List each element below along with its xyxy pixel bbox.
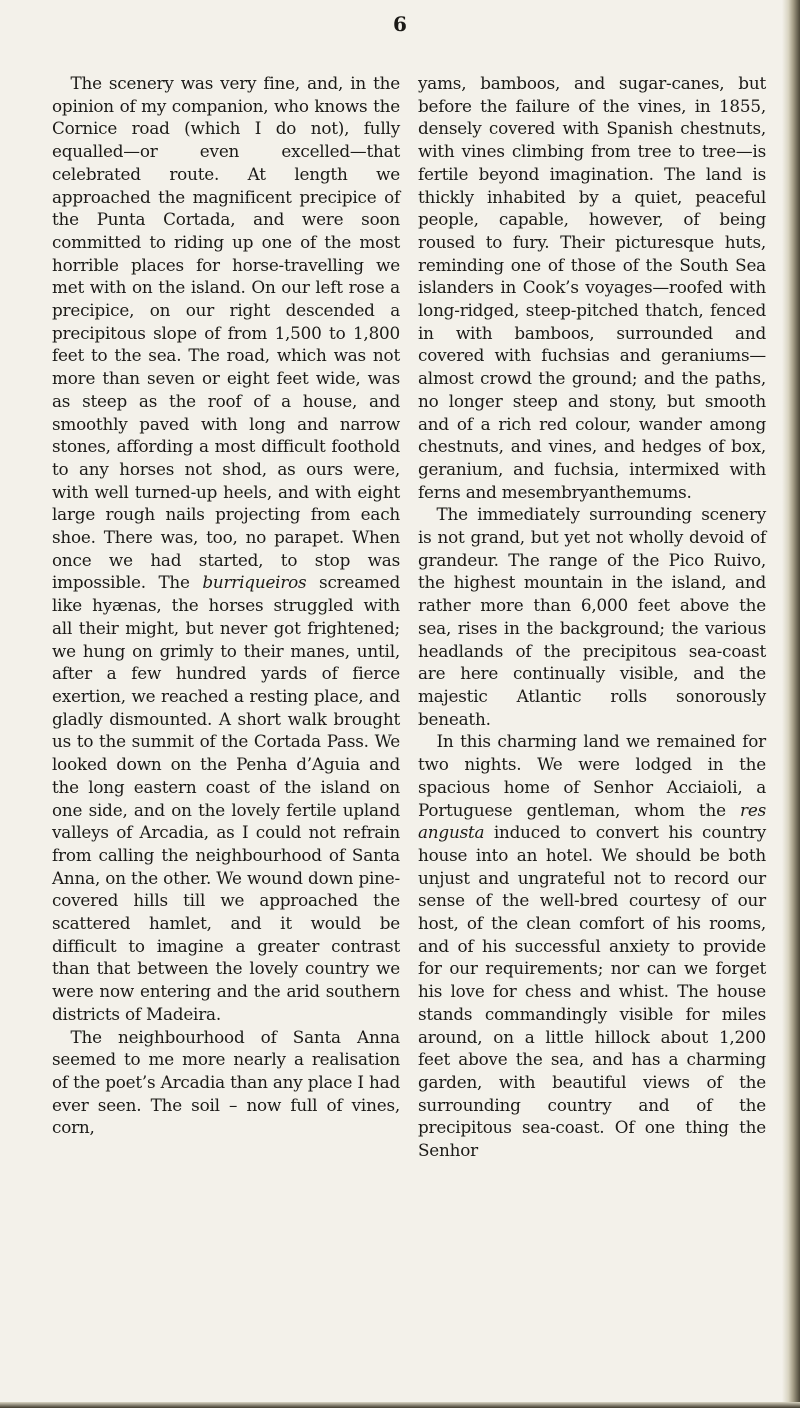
- text-run: The immediately surrounding scenery is not grand, but yet not wholly devoid of grandeur. The range of the Pico Ruivo, the highest mountain in the island, and rather more than 6,000 feet above the sea, rises in the background; the various headlands of the precipitous sea-coast are here continually visible, and the majestic Atlantic rolls sonorously beneath.: [418, 504, 766, 729]
- paragraph: [52, 1026, 400, 1140]
- italic-text: burriqueiros: [202, 572, 307, 593]
- paragraph: [52, 72, 400, 1026]
- page-bottom-edge: [0, 1402, 800, 1408]
- text-run: induced to convert his country house into an hotel. We should be both unjust and ungrateful not to record our sense of the well-bred courtesy of our host, of the clean comfort of his rooms, and of his successful anxiety to provide for our requirements; nor can we forget his love for chess and whist. The house stands commandingly visible for miles around, on a little hillock about 1,200 feet above the sea, and has a charming garden, with beautiful views of the surrounding country and of the precipitous sea-coast. Of one thing the Senhor: [418, 822, 766, 1161]
- paragraph: [418, 730, 766, 1161]
- paragraph: [418, 503, 766, 730]
- text-run: The scenery was very fine, and, in the opinion of my companion, who knows the Cornice road (which I do not), fully equalled—or even excelled—that celebrated route. At length we approached the magnificent precipice of the Punta Cortada, and were soon committed to riding up one of the most horrible places for horse-travelling we met with on the island. On our left rose a precipice, on our right descended a precipitous slope of from 1,500 to 1,800 feet to the sea. The road, which was not more than seven or eight feet wide, was as steep as the roof of a house, and smoothly paved with long and narrow stones, affording a most difficult foothold to any horses not shod, as ours were, with well turned-up heels, and with eight large rough nails projecting from each shoe. There was, too, no parapet. When once we had started, to stop was impossible. The: [52, 73, 400, 593]
- paragraph: [418, 72, 766, 503]
- text-column-left: [52, 72, 400, 1139]
- text-column-right: [418, 72, 766, 1162]
- page-edge-shadow: [782, 0, 800, 1408]
- text-run: screamed like hyænas, the horses struggled with all their might, but never got frightened; we hung on grimly to their manes, until, after a few hundred yards of fierce exertion, we reached a resting place, and gladly dismounted. A short walk brought us to the summit of the Cortada Pass. We looked down on the Penha d’Aguia and the long eastern coast of the island on one side, and on the lovely fertile upland valleys of Arcadia, as I could not refrain from calling the neighbourhood of Santa Anna, on the other. We wound down pine-covered hills till we approached the scattered hamlet, and it would be difficult to imagine a greater contrast than that between the lovely country we were now entering and the arid southern districts of Madeira.: [52, 572, 400, 1024]
- page-number: 6: [393, 12, 407, 36]
- text-run: In this charming land we remained for two nights. We were lodged in the spacious home of Senhor Acciaioli, a Portuguese gentleman, whom the: [418, 731, 766, 820]
- text-run: yams, bamboos, and sugar-canes, but before the failure of the vines, in 1855, densely covered with Spanish chestnuts, with vines climbing from tree to tree—is fertile beyond imagination. The land is thickly inhabited by a quiet, peaceful people, capable, however, of being roused to fury. Their picturesque huts, reminding one of those of the South Sea islanders in Cook’s voyages—roofed with long-ridged, steep-pitched thatch, fenced in with bamboos, surrounded and covered with fuchsias and geraniums—almost crowd the ground; and the paths, no longer steep and stony, but smooth and of a rich red colour, wander among chestnuts, and vines, and hedges of box, geranium, and fuchsia, intermixed with ferns and mesembryanthemums.: [418, 73, 766, 502]
- text-run: The neighbourhood of Santa Anna seemed to me more nearly a realisation of the poet’s Arcadia than any place I had ever seen. The soil – now full of vines, corn,: [52, 1026, 400, 1138]
- italic-text: res angusta: [418, 799, 766, 843]
